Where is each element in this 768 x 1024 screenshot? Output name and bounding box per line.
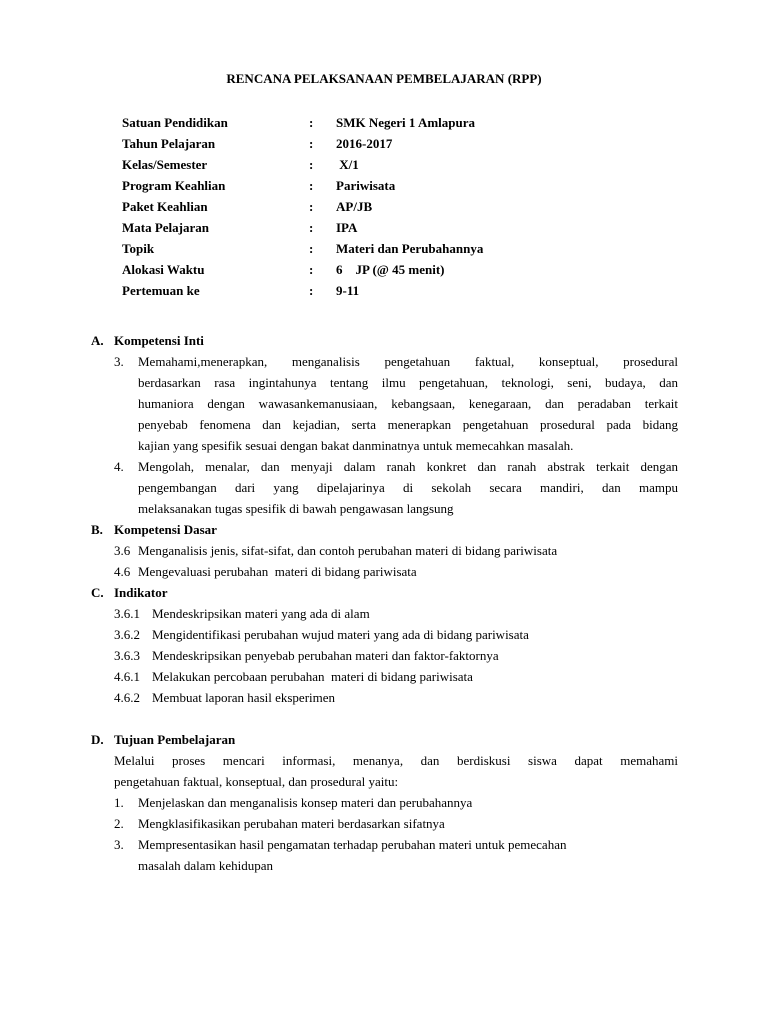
paragraph-line: melaksanakan tugas spesifik di bawah pengawasan langsung xyxy=(138,501,454,516)
info-colon: : xyxy=(309,136,314,151)
info-label: Alokasi Waktu xyxy=(122,262,205,277)
info-value: Materi dan Perubahannya xyxy=(336,241,484,256)
indicator-text: Melakukan percobaan perubahan materi di bidang pariwisata xyxy=(152,669,473,684)
section-title: Tujuan Pembelajaran xyxy=(114,732,236,747)
info-value: X/1 xyxy=(336,157,359,172)
paragraph-line: pengembangan dari yang dipelajarinya di sekolah secara mandiri, dan mampu xyxy=(138,480,678,495)
section-letter: B. xyxy=(91,522,103,537)
list-number: 1. xyxy=(114,795,124,810)
section-title: Kompetensi Inti xyxy=(114,333,204,348)
info-label: Topik xyxy=(122,241,155,256)
indicator-text: Mendeskripsikan penyebab perubahan materi dan faktor-faktornya xyxy=(152,648,499,663)
info-value: 9-11 xyxy=(336,283,360,298)
paragraph-line: Memahami,menerapkan, menganalisis pengetahuan faktual, konseptual, prosedural xyxy=(138,354,678,369)
paragraph-line: kajian yang spesifik sesuai dengan bakat danminatnya untuk memecahkan masalah. xyxy=(138,438,574,453)
info-colon: : xyxy=(309,199,314,214)
info-colon: : xyxy=(309,262,314,277)
paragraph-line: Melalui proses mencari informasi, menanya, dan berdiskusi siswa dapat memahami xyxy=(114,753,678,768)
section-letter: D. xyxy=(91,732,104,747)
section-title: Indikator xyxy=(114,585,168,600)
paragraph-line: penyebab fenomena dan kejadian, serta menerapkan pengetahuan prosedural pada bidang xyxy=(138,417,678,432)
info-value: IPA xyxy=(336,220,358,235)
info-label: Tahun Pelajaran xyxy=(122,136,216,151)
info-label: Pertemuan ke xyxy=(122,283,200,298)
list-number: 4. xyxy=(114,459,124,474)
kd-text: Menganalisis jenis, sifat-sifat, dan contoh perubahan materi di bidang pariwisata xyxy=(138,543,558,558)
indicator-text: Mengidentifikasi perubahan wujud materi yang ada di bidang pariwisata xyxy=(152,627,529,642)
indicator-code: 3.6.2 xyxy=(114,627,140,642)
list-number: 3. xyxy=(114,837,124,852)
info-value: SMK Negeri 1 Amlapura xyxy=(336,115,476,130)
info-colon: : xyxy=(309,157,314,172)
list-number: 2. xyxy=(114,816,124,831)
kd-text: Mengevaluasi perubahan materi di bidang pariwisata xyxy=(138,564,417,579)
kd-code: 4.6 xyxy=(114,564,131,579)
info-value: 2016-2017 xyxy=(336,136,393,151)
indicator-text: Membuat laporan hasil eksperimen xyxy=(152,690,336,705)
indicator-code: 3.6.1 xyxy=(114,606,140,621)
indicator-code: 4.6.2 xyxy=(114,690,140,705)
paragraph-line: Mengolah, menalar, dan menyaji dalam ranah konkret dan ranah abstrak terkait dengan xyxy=(138,459,678,474)
info-colon: : xyxy=(309,178,314,193)
info-value: 6 JP (@ 45 menit) xyxy=(336,262,445,277)
info-label: Kelas/Semester xyxy=(122,157,208,172)
info-label: Satuan Pendidikan xyxy=(122,115,228,130)
info-value: AP/JB xyxy=(336,199,373,214)
paragraph-line: humaniora dengan wawasankemanusiaan, kebangsaan, kenegaraan, dan peradaban terkait xyxy=(138,396,678,411)
section-letter: C. xyxy=(91,585,104,600)
document-title: RENCANA PELAKSANAAN PEMBELAJARAN (RPP) xyxy=(226,71,542,86)
info-colon: : xyxy=(309,115,314,130)
info-colon: : xyxy=(309,241,314,256)
indicator-code: 4.6.1 xyxy=(114,669,140,684)
indicator-code: 3.6.3 xyxy=(114,648,140,663)
info-value: Pariwisata xyxy=(336,178,396,193)
list-item-text: masalah dalam kehidupan xyxy=(138,858,274,873)
section-title: Kompetensi Dasar xyxy=(114,522,217,537)
info-label: Program Keahlian xyxy=(122,178,226,193)
info-label: Mata Pelajaran xyxy=(122,220,210,235)
list-item-text: Mengklasifikasikan perubahan materi berdasarkan sifatnya xyxy=(138,816,445,831)
info-label: Paket Keahlian xyxy=(122,199,208,214)
info-colon: : xyxy=(309,220,314,235)
kd-code: 3.6 xyxy=(114,543,131,558)
section-letter: A. xyxy=(91,333,104,348)
info-colon: : xyxy=(309,283,314,298)
list-number: 3. xyxy=(114,354,124,369)
indicator-text: Mendeskripsikan materi yang ada di alam xyxy=(152,606,370,621)
paragraph-line: pengetahuan faktual, konseptual, dan prosedural yaitu: xyxy=(114,774,399,789)
list-item-text: Menjelaskan dan menganalisis konsep materi dan perubahannya xyxy=(138,795,473,810)
list-item-text: Mempresentasikan hasil pengamatan terhadap perubahan materi untuk pemecahan xyxy=(138,837,567,852)
paragraph-line: berdasarkan rasa ingintahunya tentang ilmu pengetahuan, teknologi, seni, budaya, dan xyxy=(138,375,678,390)
